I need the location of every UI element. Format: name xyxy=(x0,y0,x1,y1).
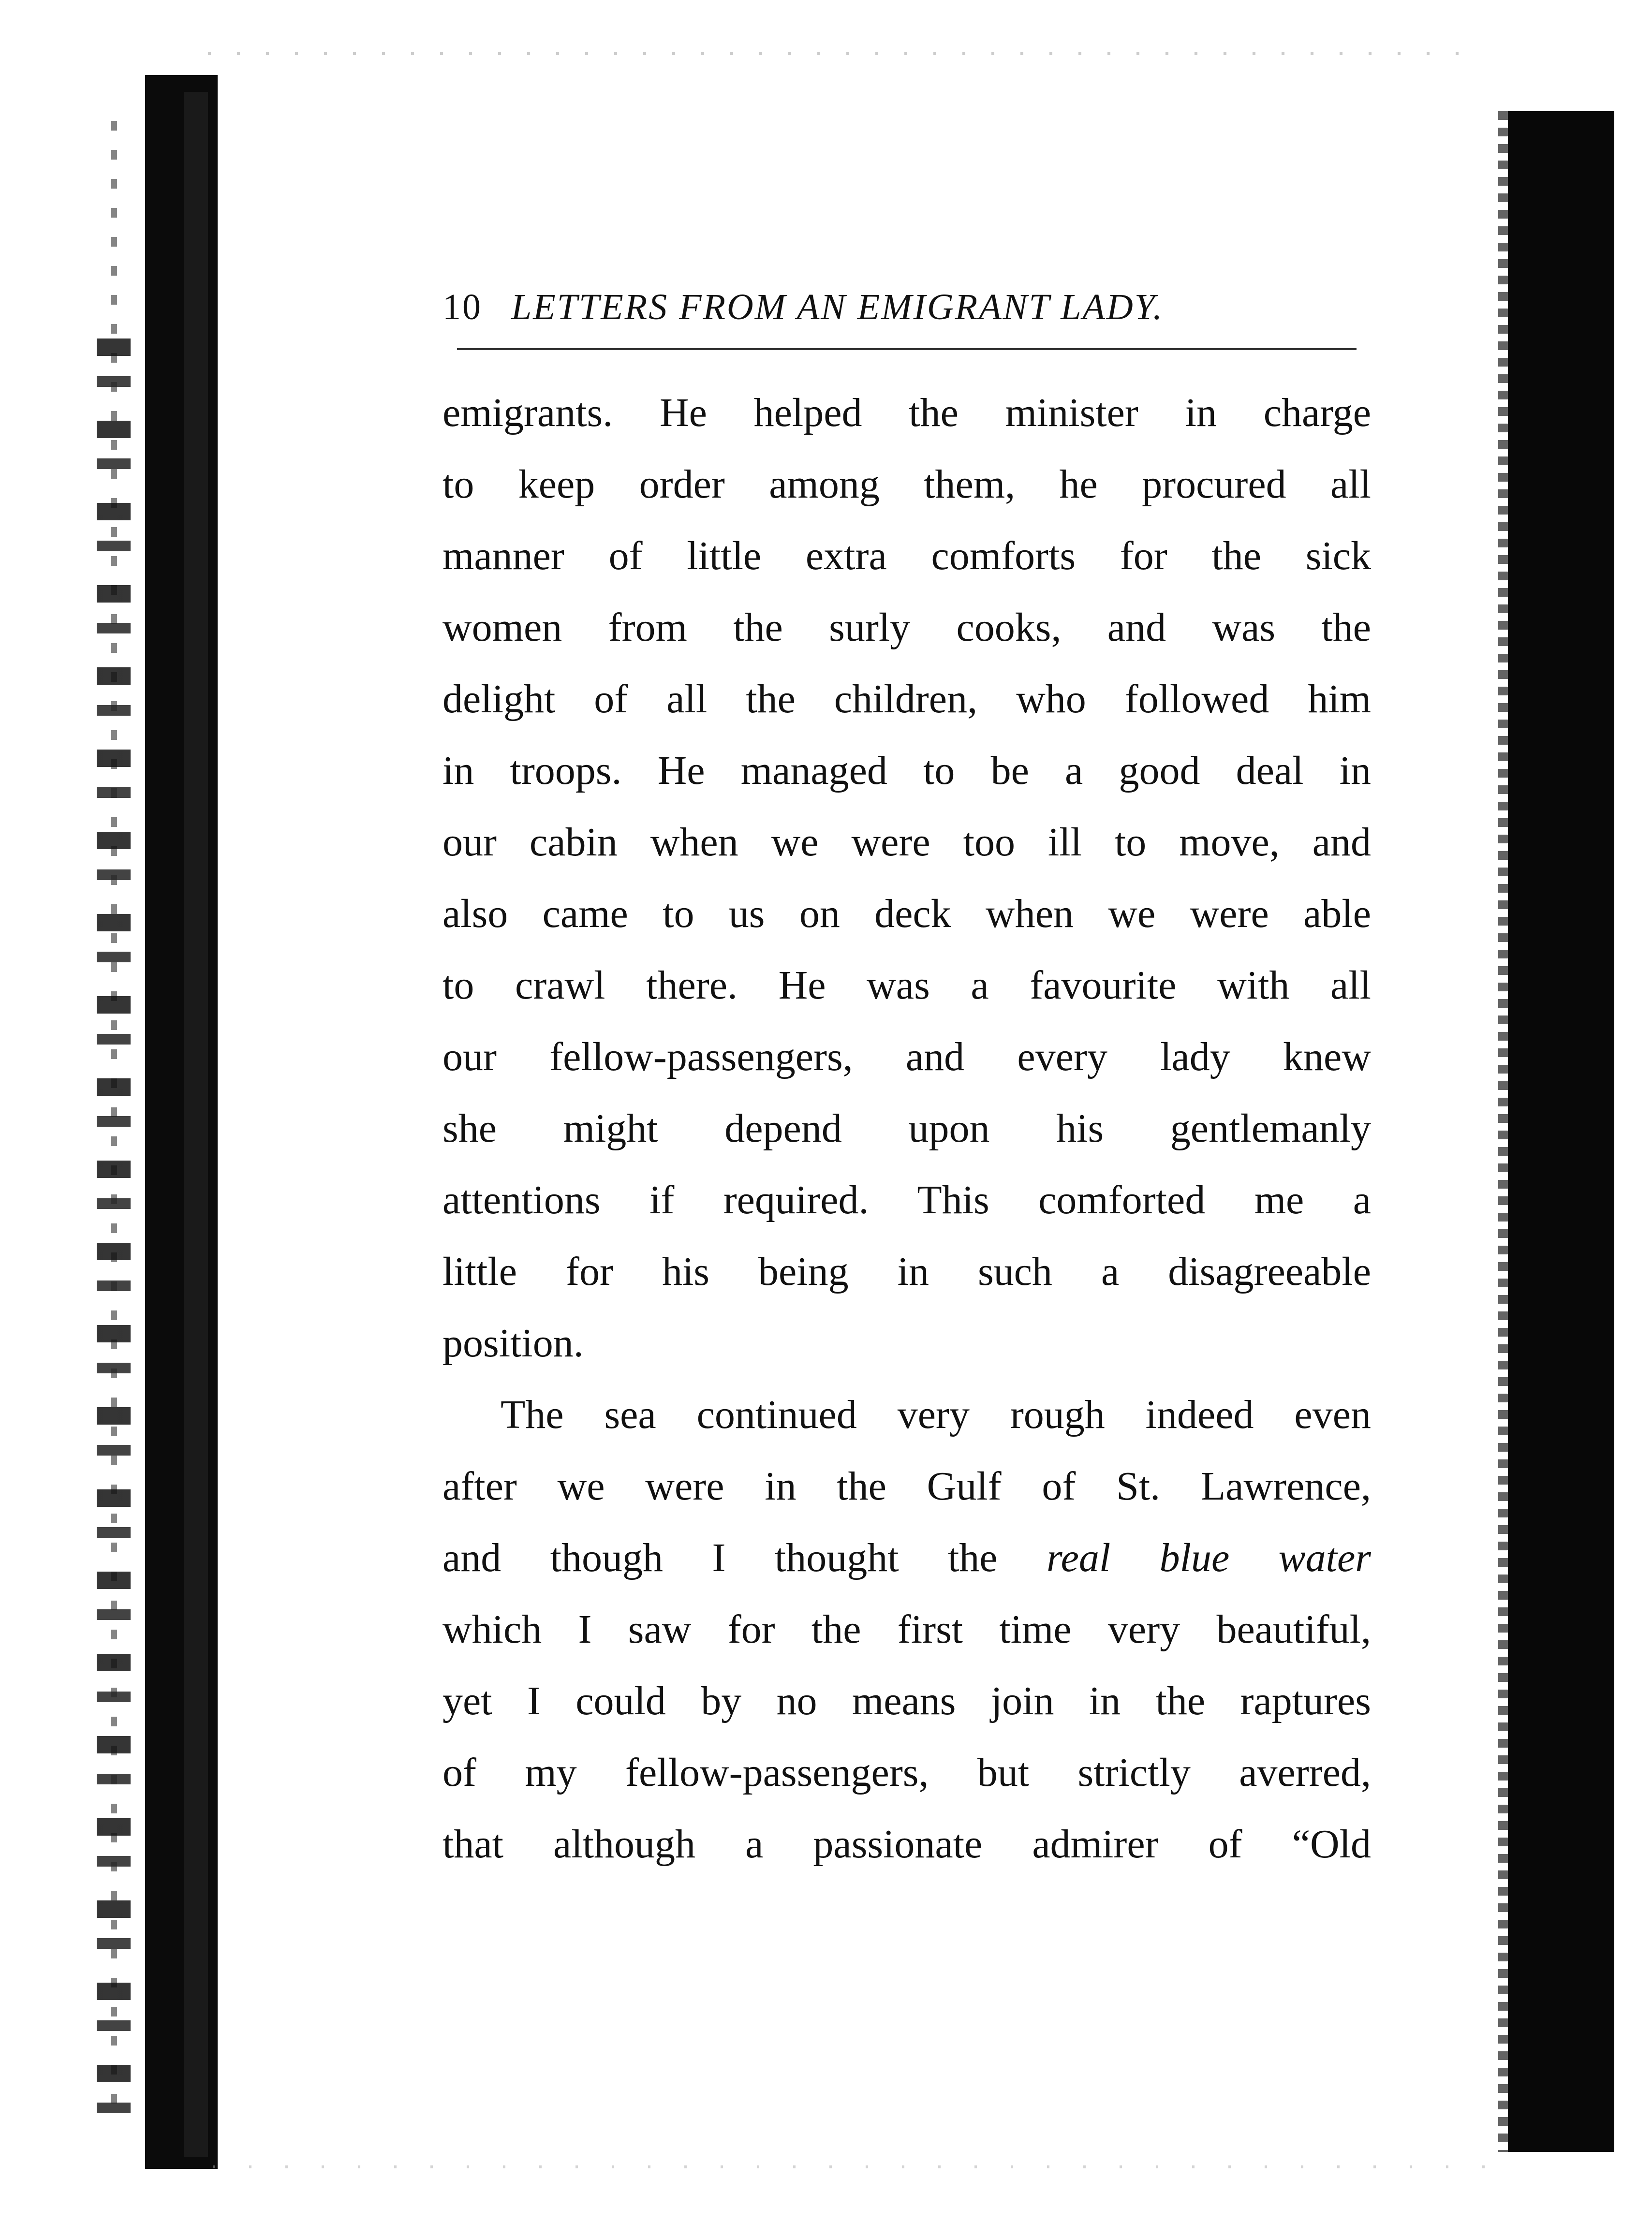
text-line: our fellow-passengers, and every lady knew xyxy=(442,1034,1371,1079)
text-line: delight of all the children, who followed him xyxy=(442,677,1371,721)
text-line: emigrants. He helped the minister in charge xyxy=(442,390,1371,435)
text-line: to keep order among them, he procured all xyxy=(442,462,1371,507)
scan-dust-bottom xyxy=(213,2165,1485,2168)
text-line: yet I could by no means join in the raptures xyxy=(442,1678,1371,1723)
paragraph-2 xyxy=(442,1379,1371,1880)
text-line: she might depend upon his gentlemanly xyxy=(442,1106,1371,1151)
text-line: of my fellow-passengers, but strictly averred, xyxy=(442,1750,1371,1795)
running-title: LETTERS FROM AN EMIGRANT LADY. xyxy=(511,287,1164,327)
text-line: little for his being in such a disagreeable xyxy=(442,1249,1371,1294)
text-line-with-italic xyxy=(442,1522,1371,1594)
text-line: that although a passionate admirer of “Old xyxy=(442,1822,1371,1867)
text-line: also came to us on deck when we were able xyxy=(442,891,1371,936)
running-head xyxy=(442,285,1361,329)
scan-edge-marks xyxy=(97,338,131,2128)
text-line: position. xyxy=(442,1321,584,1366)
scan-dust-top xyxy=(208,52,1485,55)
page-number: 10 xyxy=(442,287,482,327)
text-line: women from the surly cooks, and was the xyxy=(442,605,1371,650)
header-rule xyxy=(457,348,1357,350)
text-line: The sea continued very rough indeed even xyxy=(501,1392,1371,1437)
text-line: to crawl there. He was a favourite with all xyxy=(442,963,1371,1008)
text-line: attentions if required. This comforted me a xyxy=(442,1177,1371,1222)
body-text xyxy=(442,377,1371,1880)
paragraph-1 xyxy=(442,377,1371,1379)
text-line: after we were in the Gulf of St. Lawrence, xyxy=(442,1464,1371,1509)
scan-binding-shadow-left-inner xyxy=(184,92,208,2157)
text-line: manner of little extra comforts for the sick xyxy=(442,533,1371,578)
text-span: and though I thought the xyxy=(442,1535,998,1580)
italic-phrase: real blue water xyxy=(1047,1535,1371,1580)
text-line: in troops. He managed to be a good deal in xyxy=(442,748,1371,793)
scan-edge-shadow-right xyxy=(1508,111,1614,2152)
text-line: which I saw for the first time very beautiful, xyxy=(442,1607,1371,1652)
text-line: our cabin when we were too ill to move, and xyxy=(442,820,1371,865)
